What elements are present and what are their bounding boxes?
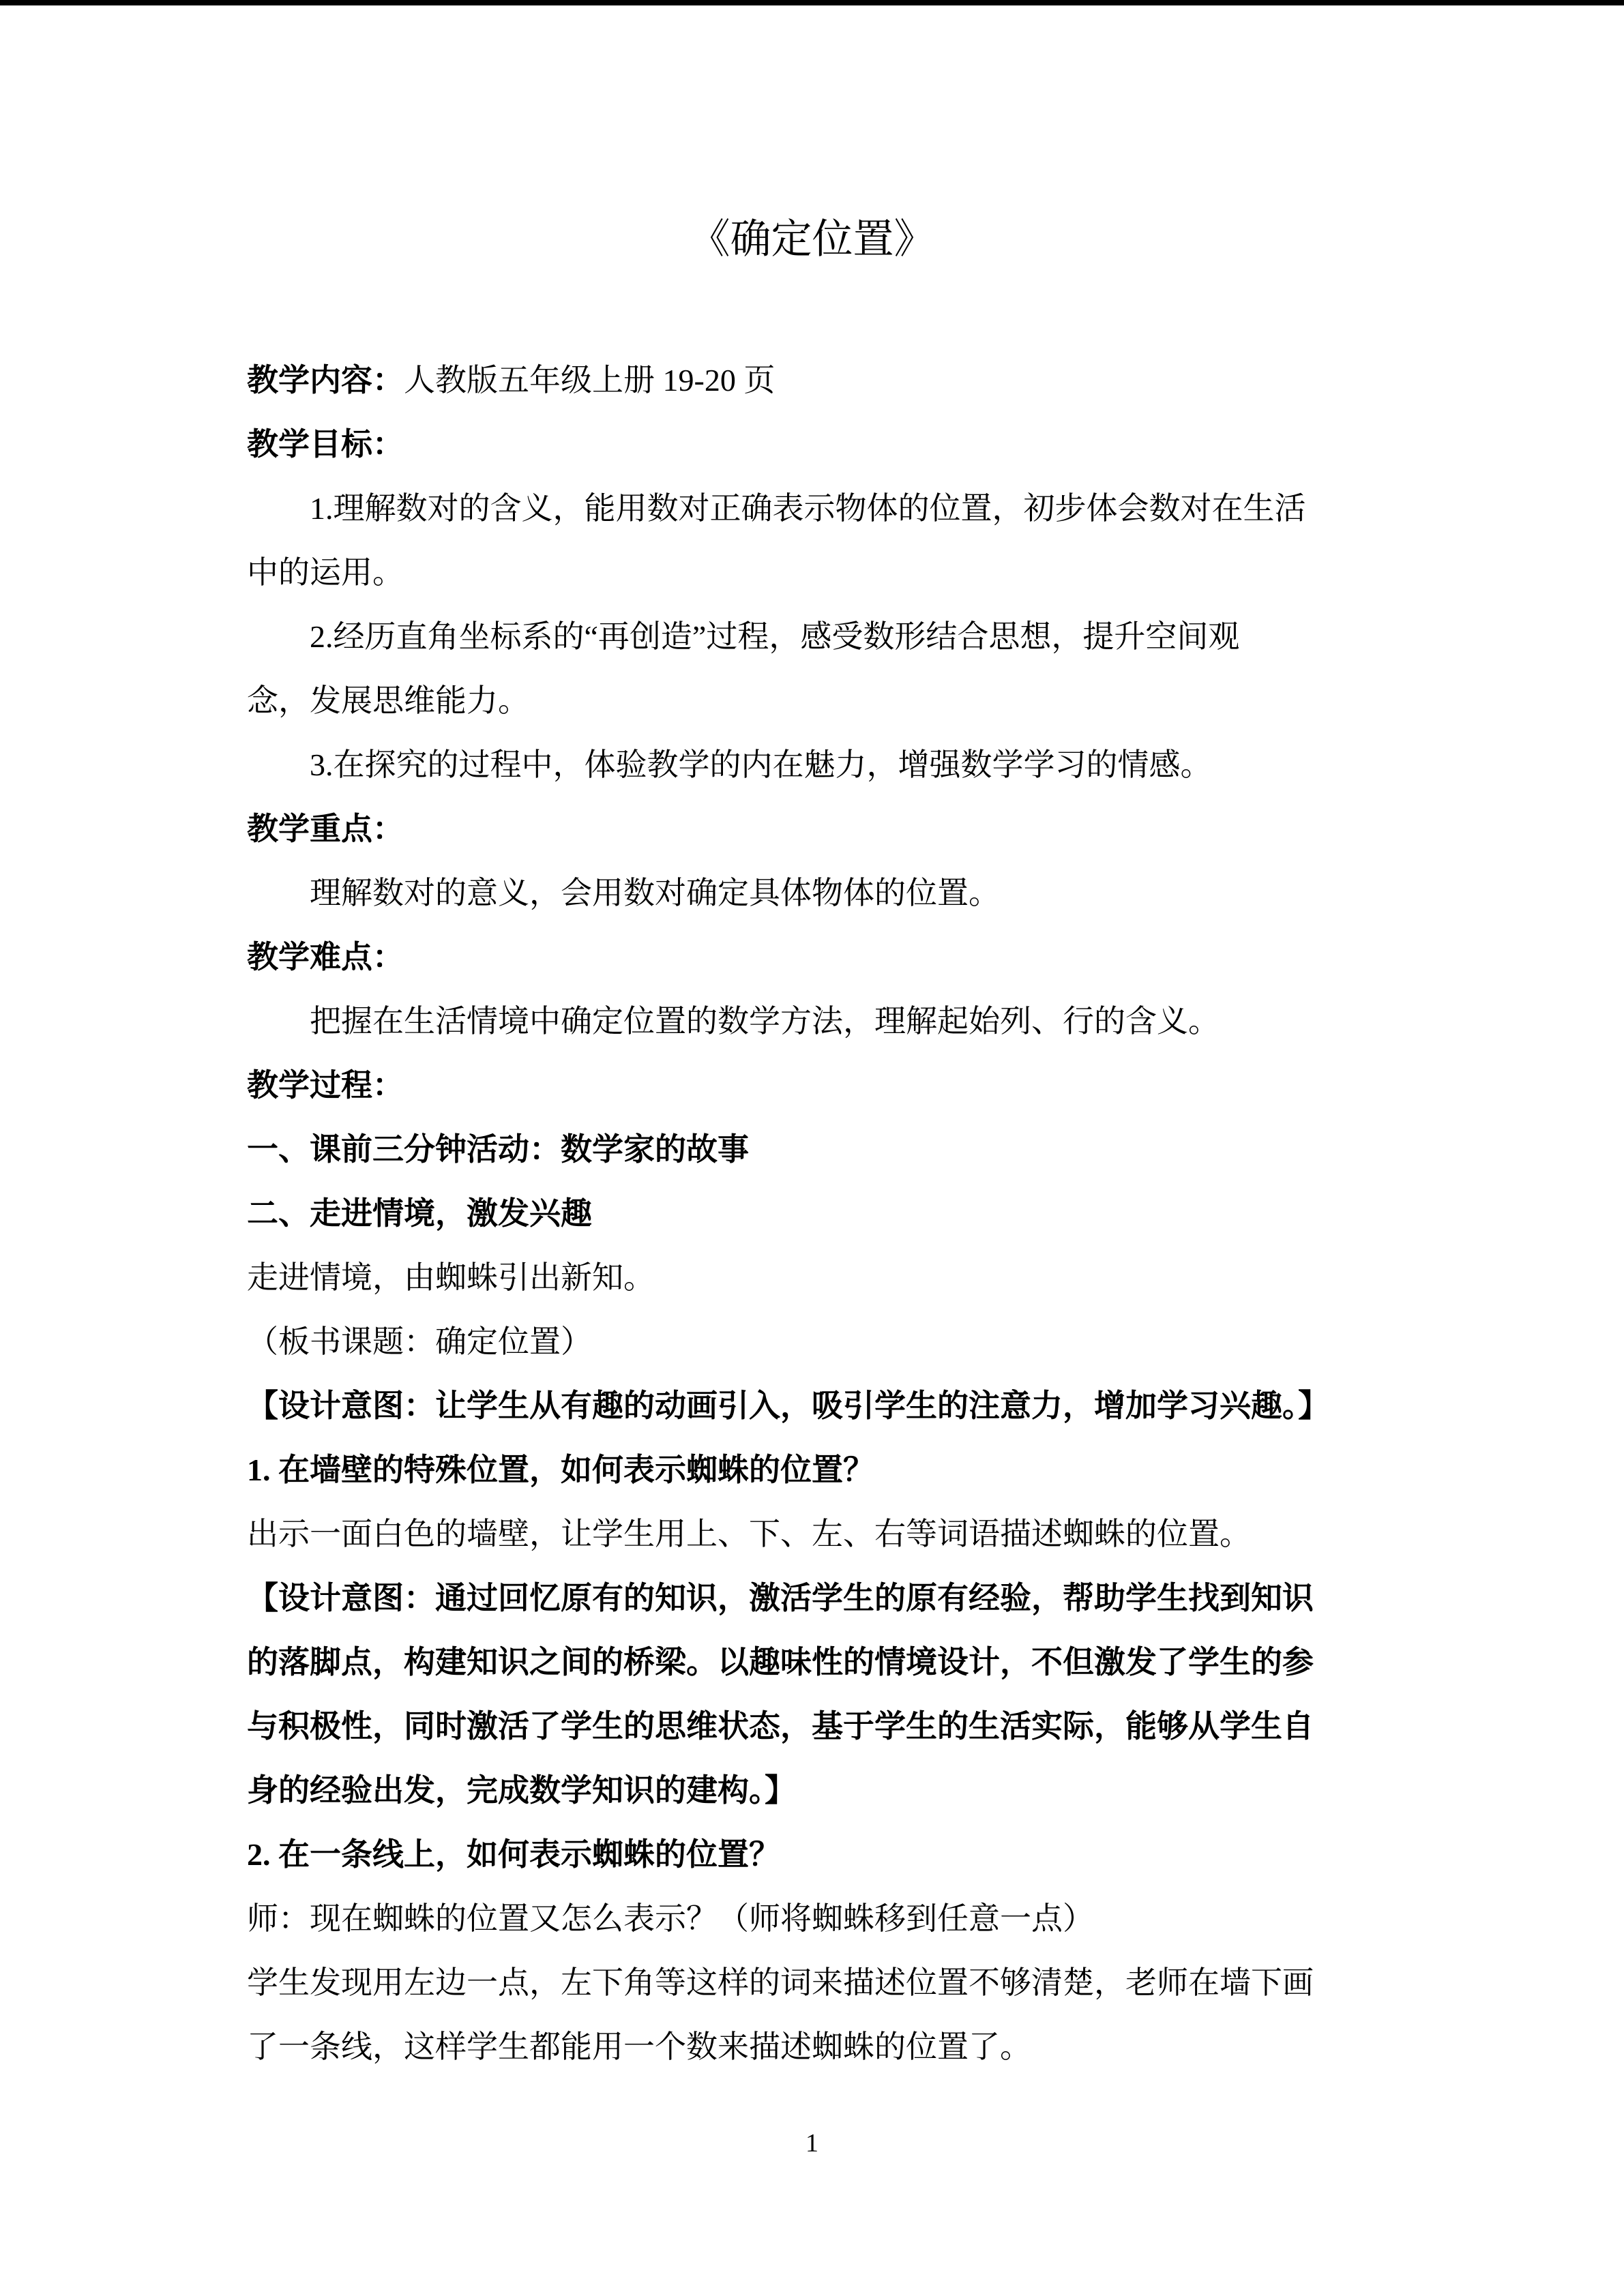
text-segment: 2.经历直角坐标系的“再创造”过程，感受数形结合思想，提升空间观 [310, 619, 1240, 654]
text-segment: 二、走进情境，激发兴趣 [247, 1196, 592, 1231]
text-line [247, 1951, 1400, 2015]
text-line [247, 413, 1400, 477]
page-top-border [0, 0, 1624, 5]
text-segment: 【设计意图：让学生从有趣的动画引入，吸引学生的注意力，增加学习兴趣。】 [247, 1388, 1329, 1423]
text-segment: 2. 在一条线上，如何表示蜘蛛的位置？ [247, 1837, 780, 1872]
text-segment: （板书课题：确定位置） [247, 1324, 592, 1359]
text-segment: 人教版五年级上册 19-20 页 [404, 363, 776, 398]
text-segment: 一、课前三分钟活动：数学家的故事 [247, 1132, 749, 1167]
text-line [247, 2015, 1400, 2079]
text-segment: 身的经验出发，完成数学知识的建构。】 [247, 1773, 796, 1808]
document-title: 《确定位置》 [689, 217, 935, 262]
text-line [247, 348, 1400, 413]
text-segment: 教学内容： [247, 363, 404, 398]
text-line [247, 1054, 1400, 1118]
text-segment: 了一条线，这样学生都能用一个数来描述蜘蛛的位置了。 [247, 2029, 1031, 2064]
text-line [247, 1374, 1400, 1438]
text-segment: 教学重点： [247, 811, 404, 846]
text-line [247, 1502, 1400, 1566]
text-segment: 教学目标： [247, 427, 404, 462]
text-segment: 师：现在蜘蛛的位置又怎么表示？（师将蜘蛛移到任意一点） [247, 1901, 1094, 1936]
text-segment: 念，发展思维能力。 [247, 683, 529, 718]
text-line [247, 1759, 1400, 1823]
text-line [247, 1310, 1400, 1374]
text-line [247, 1118, 1400, 1182]
text-segment: 教学难点： [247, 940, 404, 974]
text-line [247, 1630, 1400, 1695]
text-line [247, 925, 1400, 989]
text-segment: 走进情境，由蜘蛛引出新知。 [247, 1260, 655, 1295]
page-number: 1 [806, 2129, 818, 2158]
document-body [247, 348, 1400, 2079]
text-segment: 学生发现用左边一点，左下角等这样的词来描述位置不够清楚，老师在墙下画 [247, 1965, 1314, 2000]
text-line [247, 477, 1400, 541]
text-line [247, 989, 1400, 1054]
text-line [247, 1887, 1400, 1951]
text-line [247, 1246, 1400, 1310]
text-line [247, 797, 1400, 861]
text-segment: 的落脚点，构建知识之间的桥梁。以趣味性的情境设计，不但激发了学生的参 [247, 1645, 1314, 1680]
text-line [247, 1182, 1400, 1246]
text-line [247, 1438, 1400, 1502]
text-line [247, 861, 1400, 925]
text-line [247, 1566, 1400, 1630]
text-segment: 【设计意图：通过回忆原有的知识，激活学生的原有经验，帮助学生找到知识 [247, 1581, 1314, 1615]
text-line [247, 1695, 1400, 1759]
text-line [247, 733, 1400, 797]
text-segment: 1. 在墙壁的特殊位置，如何表示蜘蛛的位置？ [247, 1452, 874, 1487]
text-segment: 与积极性，同时激活了学生的思维状态，基于学生的生活实际，能够从学生自 [247, 1709, 1314, 1744]
text-segment: 出示一面白色的墙壁，让学生用上、下、左、右等词语描述蜘蛛的位置。 [247, 1517, 1251, 1551]
text-line [247, 605, 1400, 669]
text-segment: 中的运用。 [247, 555, 404, 590]
text-segment: 把握在生活情境中确定位置的数学方法，理解起始列、行的含义。 [310, 1004, 1220, 1039]
text-segment: 3.在探究的过程中，体验教学的内在魅力，增强数学学习的情感。 [310, 747, 1212, 782]
text-line [247, 669, 1400, 733]
text-line [247, 541, 1400, 605]
text-segment: 1.理解数对的含义，能用数对正确表示物体的位置，初步体会数对在生活 [310, 491, 1306, 526]
text-segment: 教学过程： [247, 1068, 404, 1103]
text-segment: 理解数对的意义，会用数对确定具体物体的位置。 [310, 876, 1000, 910]
text-line [247, 1823, 1400, 1887]
